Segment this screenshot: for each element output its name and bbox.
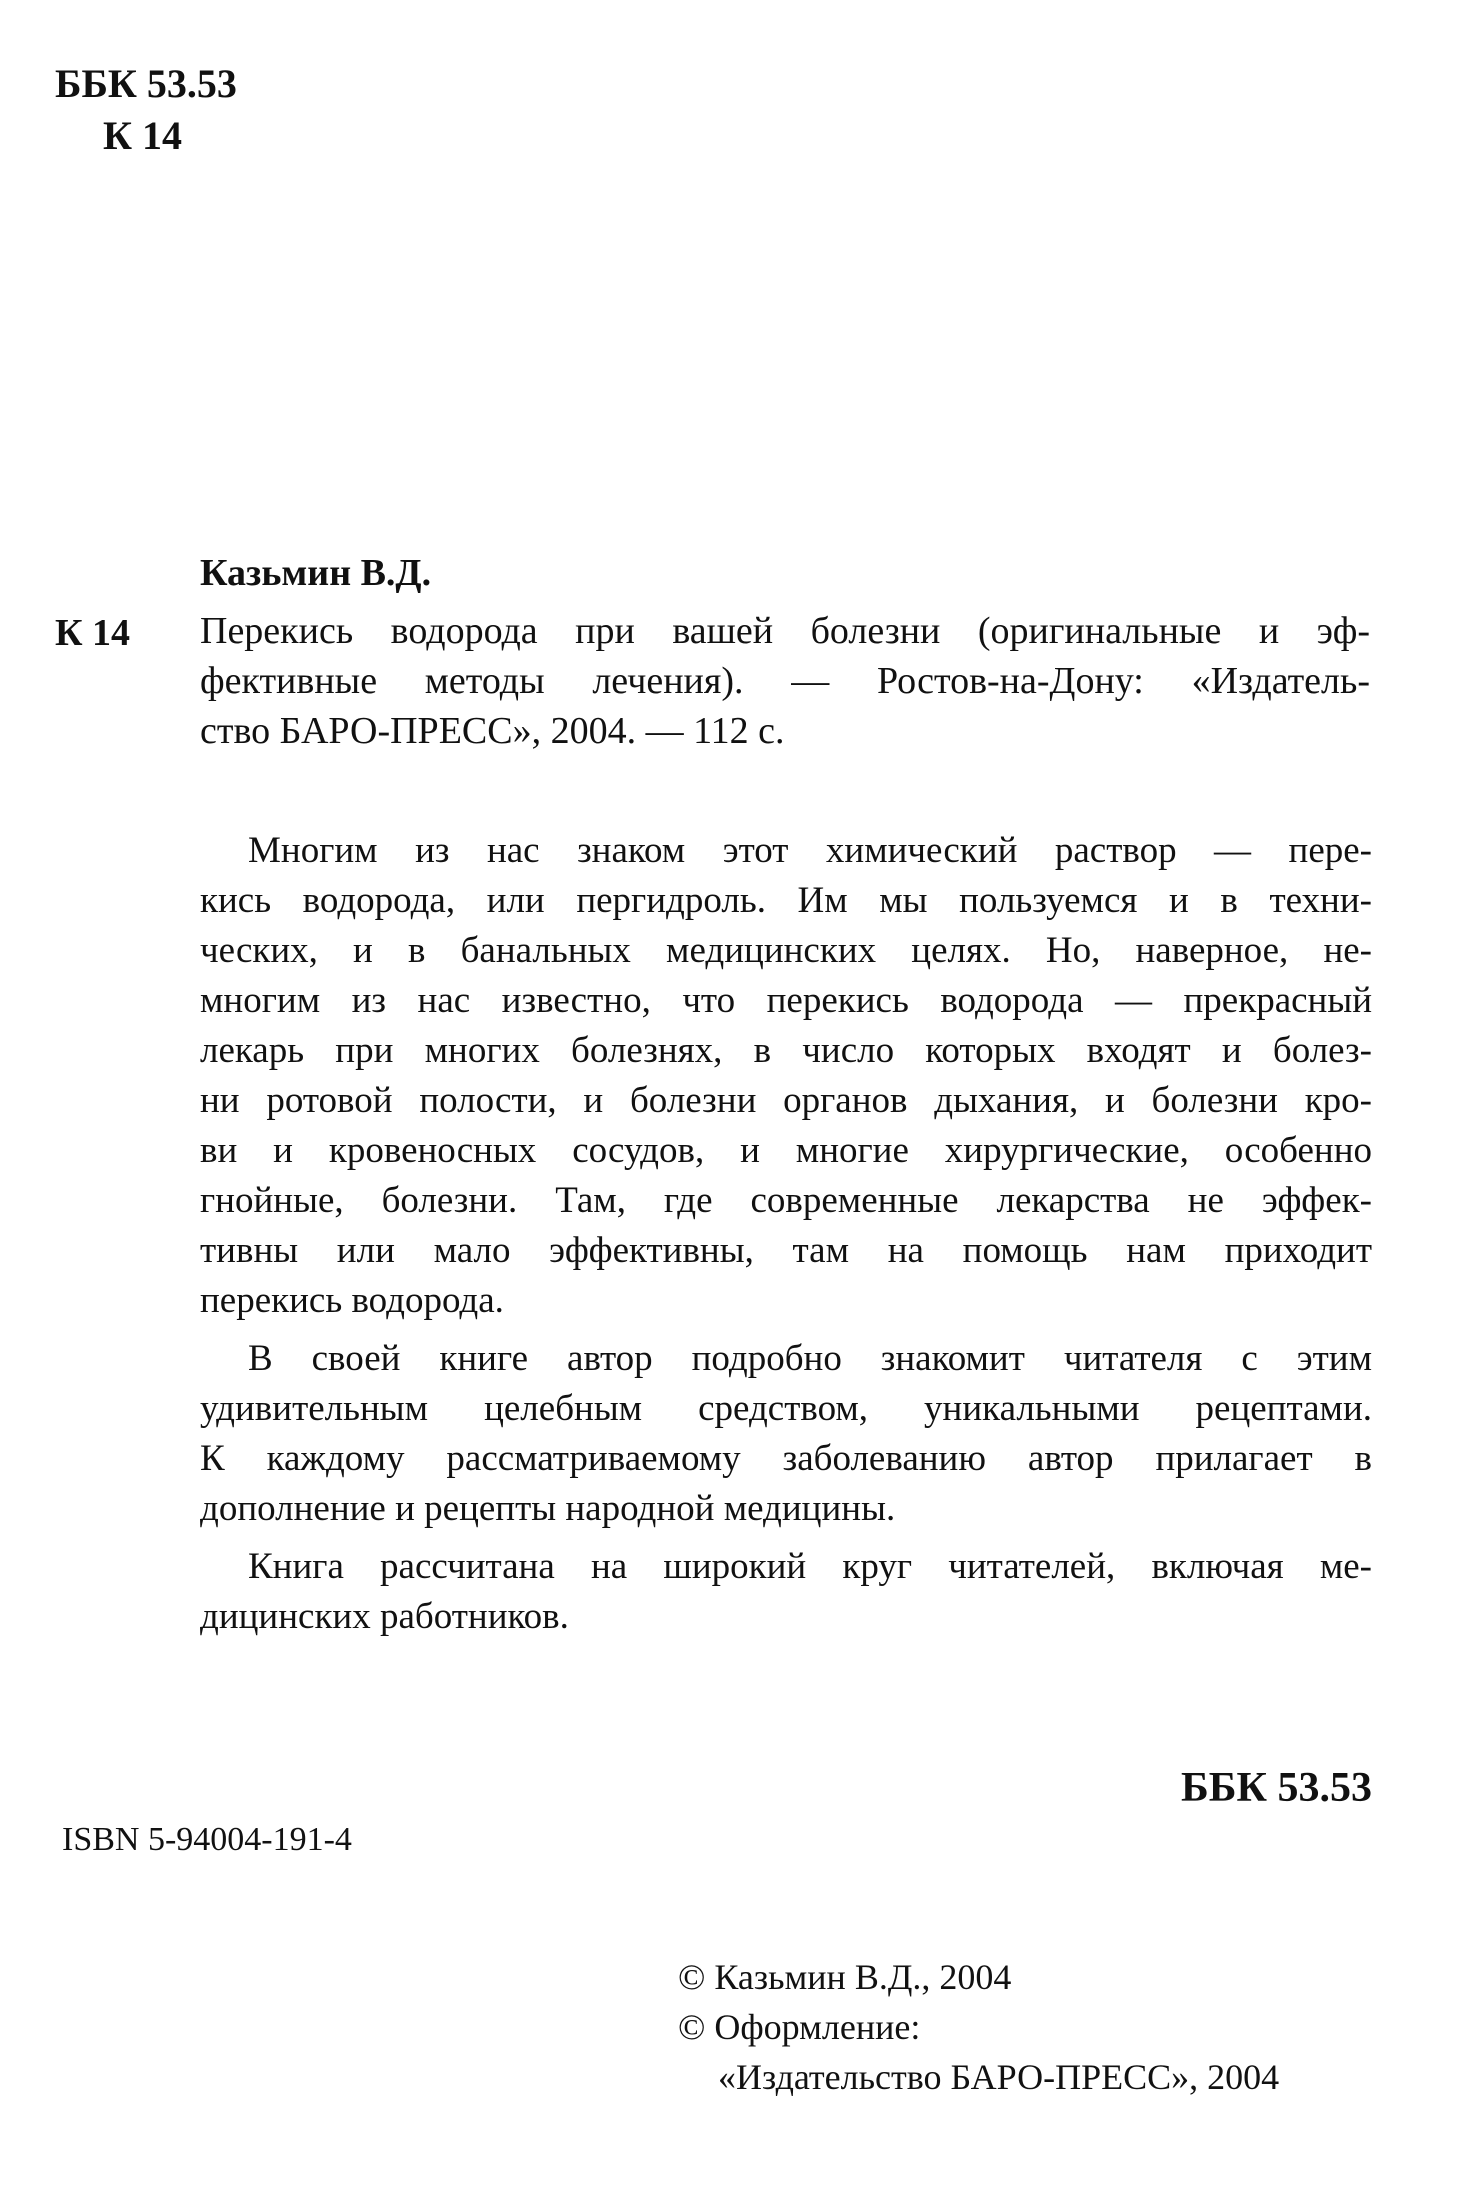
copyright-line: «Издательство БАРО-ПРЕСС», 2004 [718, 2057, 1280, 2097]
annotation-line: Книга рассчитана на широкий круг читателей, включая ме- [248, 1546, 1372, 1587]
author-name: Казьмин В.Д. [200, 552, 432, 594]
biblio-line: фективные методы лечения). — Ростов-на-Дону: «Издатель- [200, 660, 1370, 702]
annotation-line: ческих, и в банальных медицинских целях. Но, наверное, не- [200, 930, 1372, 971]
entry-cutter: К 14 [55, 612, 131, 654]
copyright-block [678, 1952, 1279, 2102]
biblio-line: ство БАРО-ПРЕСС», 2004. — 112 с. [200, 710, 785, 752]
annotation-line: ви и кровеносных сосудов, и многие хирургические, особенно [200, 1130, 1372, 1171]
bbk-code: ББК 53.53 [55, 61, 237, 106]
annotation-line: тивны или мало эффективны, там на помощь нам приходит [200, 1230, 1372, 1271]
annotation-line: В своей книге автор подробно знакомит читателя с этим [248, 1338, 1372, 1379]
paragraph-gap [200, 1326, 1372, 1334]
annotation-line: лекарь при многих болезнях, в число которых входят и болез- [200, 1030, 1372, 1071]
annotation-line: дополнение и рецепты народной медицины. [200, 1488, 896, 1529]
annotation-line: многим из нас известно, что перекись водорода — прекрасный [200, 980, 1372, 1021]
annotation-line: Многим из нас знаком этот химический раствор — пере- [248, 830, 1372, 871]
copyright-line: © Казьмин В.Д., 2004 [678, 1957, 1012, 1997]
bbk-footer: ББК 53.53 [1181, 1765, 1372, 1811]
annotation-line: дицинских работников. [200, 1596, 569, 1637]
bbk-cutter: К 14 [103, 113, 183, 158]
annotation-line: гнойные, болезни. Там, где современные лекарства не эффек- [200, 1180, 1372, 1221]
bibliographic-description [200, 606, 1370, 756]
bbk-header [55, 58, 237, 162]
annotation-line: кись водорода, или пергидроль. Им мы пользуемся и в техни- [200, 880, 1372, 921]
annotation-line: перекись водорода. [200, 1280, 504, 1321]
copyright-line: © Оформление: [678, 2007, 921, 2047]
isbn: ISBN 5-94004-191-4 [62, 1821, 352, 1858]
annotation-line: ни ротовой полости, и болезни органов дыхания, и болезни кро- [200, 1080, 1372, 1121]
annotation [200, 826, 1372, 1642]
paragraph-gap [200, 1534, 1372, 1542]
annotation-line: К каждому рассматриваемому заболеванию автор прилагает в [200, 1438, 1372, 1479]
annotation-line: удивительным целебным средством, уникальными рецептами. [200, 1388, 1372, 1429]
biblio-line: Перекись водорода при вашей болезни (оригинальные и эф- [200, 610, 1370, 652]
